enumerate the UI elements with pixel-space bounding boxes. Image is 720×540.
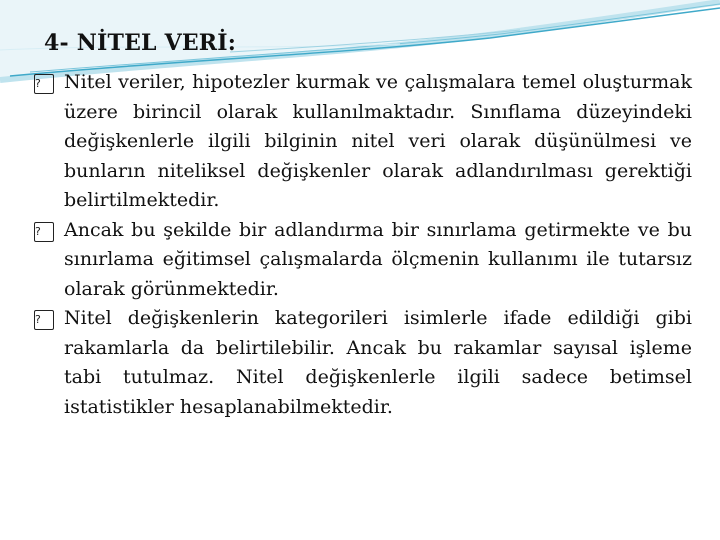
- bullet-item: [34, 304, 692, 422]
- placeholder-box-icon: ?: [34, 222, 54, 242]
- bullet-text: Nitel veriler, hipotezler kurmak ve çalışmalara temel oluşturmak üzere birincil olarak kullanılmaktadır. Sınıflama düzeyindeki değişkenlerle ilgili bilginin nitel veri olarak düşünülmesi ve bunların niteliksel değişkenler olarak adlandırılması gerektiği belirtilmektedir.: [64, 71, 692, 211]
- bullet-text: Nitel değişkenlerin kategorileri isimlerle ifade edildiği gibi rakamlarla da belirtilebilir. Ancak bu rakamlar sayısal işleme tabi tutulmaz. Nitel değişkenlerle ilgili sadece betimsel istatistikler hesaplanabilmektedir.: [64, 307, 692, 418]
- slide-title: 4- NİTEL VERİ:: [44, 30, 237, 56]
- placeholder-box-icon: ?: [34, 310, 54, 330]
- bullet-text: Ancak bu şekilde bir adlandırma bir sınırlama getirmekte ve bu sınırlama eğitimsel çalışmalarda ölçmenin kullanımı ile tutarsız olarak görünmektedir.: [64, 218, 692, 300]
- bullet-list: [34, 68, 692, 422]
- bullet-item: [34, 68, 692, 216]
- placeholder-box-icon: ?: [34, 74, 54, 94]
- bullet-item: [34, 216, 692, 305]
